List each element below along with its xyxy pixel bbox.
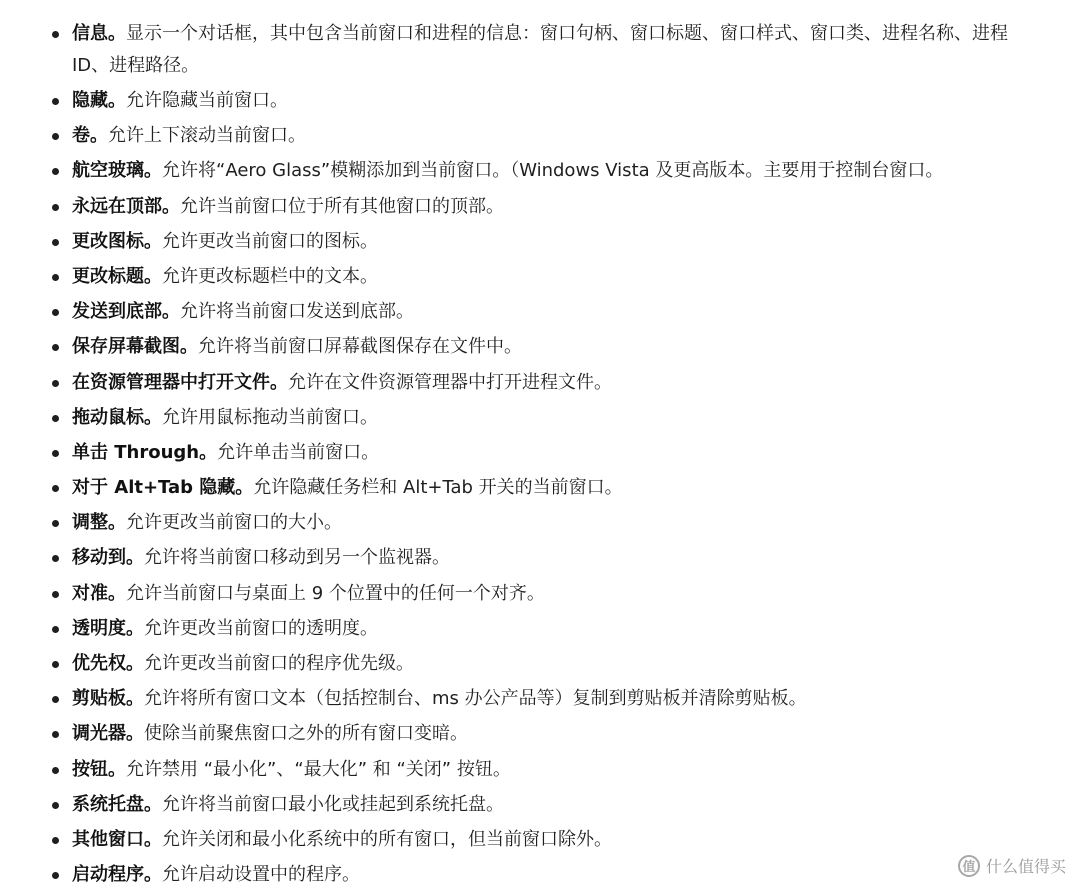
item-term: 保存屏幕截图。	[72, 336, 198, 358]
list-item-aero-glass	[0, 155, 1080, 187]
bullet	[52, 661, 59, 668]
item-term: 系统托盘。	[72, 793, 162, 815]
list-item-resize	[0, 507, 1080, 539]
bullet	[52, 837, 59, 844]
item-description: 允许启动设置中的程序。	[162, 864, 360, 886]
item-term: 启动程序。	[72, 864, 162, 886]
item-description: 允许用鼠标拖动当前窗口。	[162, 406, 378, 428]
bullet	[52, 168, 59, 175]
item-term: 永远在顶部。	[72, 195, 180, 217]
bullet	[52, 380, 59, 387]
item-description: 使除当前聚焦窗口之外的所有窗口变暗。	[144, 723, 468, 745]
bullet	[52, 98, 59, 105]
item-term: 信息。	[72, 23, 126, 44]
bullet	[52, 31, 59, 38]
bullet	[52, 555, 59, 562]
list-item-move-to	[0, 542, 1080, 574]
list-item-open-in-explorer	[0, 367, 1080, 399]
item-description: 允许将“Aero Glass”模糊添加到当前窗口。（Windows Vista 及更高版本。主要用于控制台窗口。	[162, 160, 944, 182]
list-item-change-title	[0, 261, 1080, 293]
item-term: 调光器。	[72, 723, 144, 745]
item-description: 允许在文件资源管理器中打开进程文件。	[288, 371, 612, 393]
item-term: 更改图标。	[72, 230, 162, 252]
bullet	[52, 133, 59, 140]
list-item-system-tray	[0, 789, 1080, 821]
feature-list	[0, 18, 1080, 894]
item-description: 允许将当前窗口发送到底部。	[180, 301, 414, 323]
item-description: 允许隐藏当前窗口。	[126, 90, 288, 111]
item-description: 允许隐藏任务栏和 Alt+Tab 开关的当前窗口。	[253, 477, 623, 499]
item-description: 允许更改当前窗口的程序优先级。	[144, 653, 414, 674]
list-item-change-icon	[0, 226, 1080, 258]
item-term: 在资源管理器中打开文件。	[72, 371, 288, 393]
item-description: 允许将所有窗口文本（包括控制台、ms 办公产品等）复制到剪贴板并清除剪贴板。	[144, 688, 807, 710]
item-description: 允许单击当前窗口。	[217, 441, 380, 463]
bullet	[52, 274, 59, 281]
item-term: 移动到。	[72, 547, 144, 569]
bullet	[52, 344, 59, 351]
item-term: 按钮。	[72, 758, 126, 780]
item-description: 允许更改标题栏中的文本。	[162, 265, 378, 287]
item-description: 允许将当前窗口移动到另一个监视器。	[144, 547, 450, 569]
item-description: 允许上下滚动当前窗口。	[108, 125, 306, 147]
bullet	[52, 415, 59, 422]
item-description: 允许将当前窗口屏幕截图保存在文件中。	[198, 336, 522, 358]
bullet	[52, 520, 59, 527]
item-term: 透明度。	[72, 617, 144, 639]
list-item-always-on-top	[0, 191, 1080, 223]
list-item-other-windows	[0, 824, 1080, 856]
list-item-buttons	[0, 754, 1080, 786]
bullet	[52, 591, 59, 598]
item-term: 优先权。	[72, 653, 144, 674]
item-description: 允许禁用 “最小化”、“最大化” 和 “关闭” 按钮。	[126, 758, 511, 780]
item-description: 允许关闭和最小化系统中的所有窗口，但当前窗口除外。	[162, 828, 612, 850]
list-item-priority	[0, 648, 1080, 680]
item-term: 拖动鼠标。	[72, 406, 162, 428]
bullet	[52, 239, 59, 246]
item-term: 对准。	[72, 582, 126, 604]
item-term: 其他窗口。	[72, 828, 162, 850]
item-description: 允许更改当前窗口的图标。	[162, 230, 378, 252]
item-description: 允许更改当前窗口的大小。	[126, 512, 342, 534]
list-item-send-to-bottom	[0, 296, 1080, 328]
list-item-scroll	[0, 120, 1080, 152]
item-term: 隐藏。	[72, 90, 126, 111]
item-term: 卷。	[72, 125, 108, 147]
item-term: 航空玻璃。	[72, 160, 162, 182]
list-item-mouse-drag	[0, 402, 1080, 434]
list-item-info	[0, 18, 1080, 82]
list-item-click-through	[0, 437, 1080, 469]
brand-logo-icon: 值	[958, 855, 980, 877]
item-description: 显示一个对话框，其中包含当前窗口和进程的信息：窗口句柄、窗口标题、窗口样式、窗口类、进程名称、进程 ID、进程路径。	[72, 23, 1008, 76]
bullet	[52, 204, 59, 211]
list-item-clipboard	[0, 683, 1080, 715]
item-term: 单击 Through。	[72, 441, 218, 463]
item-term: 调整。	[72, 512, 126, 534]
item-description: 允许当前窗口位于所有其他窗口的顶部。	[180, 195, 504, 217]
bullet	[52, 309, 59, 316]
bullet	[52, 802, 59, 809]
list-item-transparency	[0, 613, 1080, 645]
bullet	[52, 696, 59, 703]
list-item-startup-programs	[0, 859, 1080, 891]
bullet	[52, 485, 59, 492]
bullet	[52, 872, 59, 879]
item-term: 更改标题。	[72, 265, 162, 287]
item-description: 允许更改当前窗口的透明度。	[144, 617, 378, 639]
watermark	[958, 854, 1066, 877]
list-item-save-screenshot	[0, 331, 1080, 363]
item-term: 剪贴板。	[72, 688, 144, 710]
list-item-hide	[0, 85, 1080, 117]
watermark-text: 什么值得买	[985, 857, 1066, 876]
bullet	[52, 731, 59, 738]
list-item-align	[0, 578, 1080, 610]
list-item-dimmer	[0, 718, 1080, 750]
item-description: 允许将当前窗口最小化或挂起到系统托盘。	[162, 793, 504, 815]
list-item-alt-tab-hide	[0, 472, 1080, 504]
bullet	[52, 450, 59, 457]
bullet	[52, 626, 59, 633]
item-description: 允许当前窗口与桌面上 9 个位置中的任何一个对齐。	[126, 582, 545, 604]
item-term: 对于 Alt+Tab 隐藏。	[72, 477, 254, 499]
item-term: 发送到底部。	[72, 301, 180, 323]
bullet	[52, 767, 59, 774]
